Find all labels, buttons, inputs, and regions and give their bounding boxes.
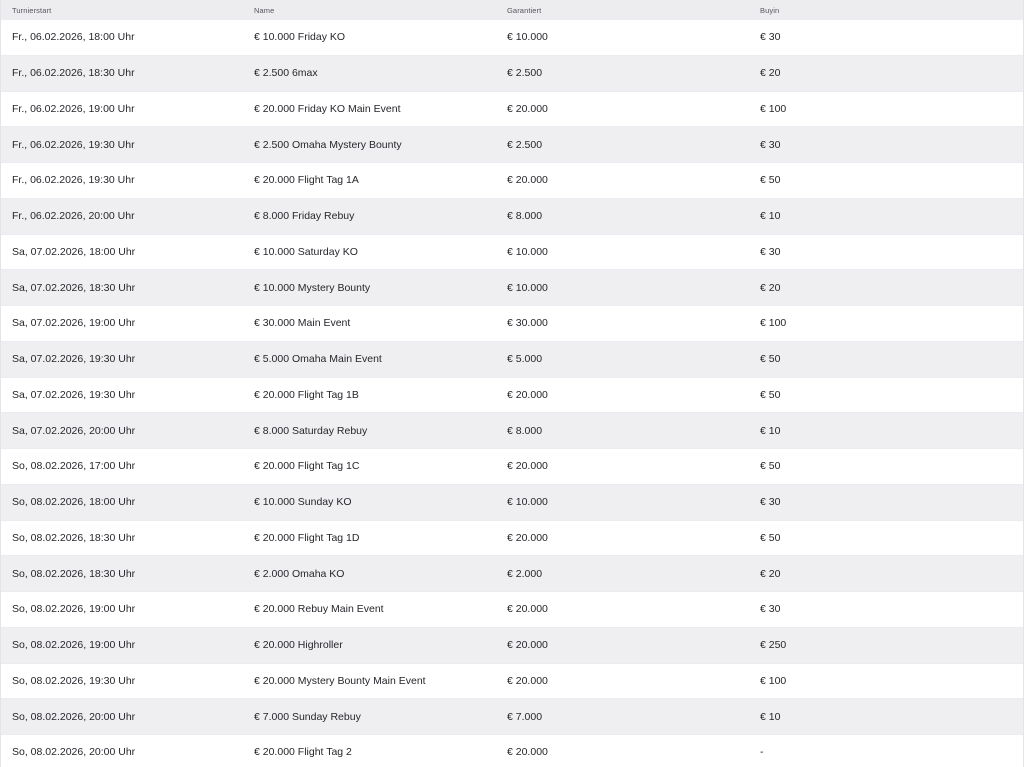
cell-name: € 7.000 Sunday Rebuy [254,710,361,723]
cell-start: Fr., 06.02.2026, 19:00 Uhr [12,102,135,115]
cell-start: Sa, 07.02.2026, 19:30 Uhr [12,388,136,401]
cell-start: Sa, 07.02.2026, 19:30 Uhr [12,353,136,366]
table-row[interactable] [1,163,1023,199]
cell-start: So, 08.02.2026, 19:00 Uhr [12,603,136,616]
cell-start: So, 08.02.2026, 18:00 Uhr [12,496,136,509]
cell-guaranteed: € 10.000 [507,31,548,44]
cell-buyin: € 30 [760,245,781,258]
cell-start: Sa, 07.02.2026, 18:00 Uhr [12,245,136,258]
cell-name: € 8.000 Saturday Rebuy [254,424,368,437]
column-header-start[interactable]: Turnierstart [12,5,52,15]
cell-guaranteed: € 20.000 [507,674,548,687]
cell-buyin: € 250 [760,639,787,652]
table-row[interactable] [1,449,1023,485]
cell-guaranteed: € 20.000 [507,603,548,616]
table-row[interactable] [1,20,1023,56]
table-row[interactable] [1,592,1023,628]
cell-name: € 8.000 Friday Rebuy [254,210,355,223]
cell-buyin: € 10 [760,424,781,437]
table-row[interactable] [1,735,1023,767]
cell-buyin: € 50 [760,353,781,366]
cell-name: € 2.500 6max [254,67,318,80]
cell-start: So, 08.02.2026, 19:00 Uhr [12,639,136,652]
cell-name: € 20.000 Mystery Bounty Main Event [254,674,426,687]
cell-start: Fr., 06.02.2026, 18:30 Uhr [12,67,135,80]
cell-name: € 30.000 Main Event [254,317,351,330]
cell-name: € 20.000 Highroller [254,639,343,652]
cell-start: So, 08.02.2026, 18:30 Uhr [12,531,136,544]
table-row[interactable] [1,56,1023,92]
cell-name: € 20.000 Friday KO Main Event [254,102,401,115]
cell-guaranteed: € 20.000 [507,746,548,759]
table-row[interactable] [1,127,1023,163]
cell-start: Fr., 06.02.2026, 19:30 Uhr [12,138,135,151]
cell-start: Sa, 07.02.2026, 18:30 Uhr [12,281,136,294]
cell-buyin: € 50 [760,460,781,473]
cell-guaranteed: € 2.500 [507,138,543,151]
cell-guaranteed: € 20.000 [507,174,548,187]
cell-guaranteed: € 2.000 [507,567,543,580]
cell-start: So, 08.02.2026, 17:00 Uhr [12,460,136,473]
cell-buyin: € 50 [760,531,781,544]
table-row[interactable] [1,270,1023,306]
table-header [1,0,1023,20]
cell-buyin: € 50 [760,388,781,401]
cell-guaranteed: € 7.000 [507,710,543,723]
column-header-buyin[interactable]: Buyin [760,5,780,15]
table-row[interactable] [1,306,1023,342]
cell-guaranteed: € 5.000 [507,353,543,366]
cell-name: € 20.000 Flight Tag 1D [254,531,360,544]
cell-buyin: € 30 [760,496,781,509]
cell-name: € 10.000 Sunday KO [254,496,352,509]
cell-buyin: € 30 [760,138,781,151]
cell-start: So, 08.02.2026, 18:30 Uhr [12,567,136,580]
cell-buyin: € 20 [760,567,781,580]
cell-name: € 20.000 Flight Tag 1A [254,174,359,187]
cell-guaranteed: € 20.000 [507,388,548,401]
cell-buyin: € 30 [760,31,781,44]
cell-buyin: € 20 [760,67,781,80]
cell-guaranteed: € 20.000 [507,102,548,115]
cell-buyin: € 10 [760,710,781,723]
cell-start: Sa, 07.02.2026, 20:00 Uhr [12,424,136,437]
cell-buyin: € 50 [760,174,781,187]
cell-start: So, 08.02.2026, 20:00 Uhr [12,710,136,723]
table-row[interactable] [1,485,1023,521]
cell-name: € 2.000 Omaha KO [254,567,345,580]
cell-guaranteed: € 10.000 [507,496,548,509]
table-row[interactable] [1,521,1023,557]
cell-name: € 10.000 Saturday KO [254,245,358,258]
cell-start: Sa, 07.02.2026, 19:00 Uhr [12,317,136,330]
cell-guaranteed: € 20.000 [507,639,548,652]
cell-guaranteed: € 8.000 [507,210,543,223]
table-body [1,20,1023,767]
cell-buyin: € 100 [760,674,787,687]
cell-guaranteed: € 2.500 [507,67,543,80]
table-row[interactable] [1,628,1023,664]
cell-guaranteed: € 30.000 [507,317,548,330]
cell-buyin: € 100 [760,102,787,115]
cell-guaranteed: € 10.000 [507,281,548,294]
table-row[interactable] [1,378,1023,414]
table-row[interactable] [1,199,1023,235]
cell-guaranteed: € 10.000 [507,245,548,258]
cell-guaranteed: € 8.000 [507,424,543,437]
cell-guaranteed: € 20.000 [507,531,548,544]
cell-name: € 20.000 Flight Tag 1C [254,460,360,473]
column-header-name[interactable]: Name [254,5,275,15]
cell-name: € 2.500 Omaha Mystery Bounty [254,138,402,151]
cell-name: € 5.000 Omaha Main Event [254,353,382,366]
cell-start: Fr., 06.02.2026, 19:30 Uhr [12,174,135,187]
cell-name: € 20.000 Flight Tag 2 [254,746,352,759]
cell-name: € 10.000 Friday KO [254,31,346,44]
cell-name: € 20.000 Rebuy Main Event [254,603,384,616]
cell-guaranteed: € 20.000 [507,460,548,473]
cell-buyin: € 20 [760,281,781,294]
cell-buyin: - [760,746,764,759]
cell-buyin: € 10 [760,210,781,223]
table-row[interactable] [1,664,1023,700]
cell-start: So, 08.02.2026, 19:30 Uhr [12,674,136,687]
cell-buyin: € 100 [760,317,787,330]
table-row[interactable] [1,556,1023,592]
table-row[interactable] [1,235,1023,271]
cell-buyin: € 30 [760,603,781,616]
table-row[interactable] [1,342,1023,378]
cell-start: Fr., 06.02.2026, 18:00 Uhr [12,31,135,44]
table-row[interactable] [1,413,1023,449]
table-row[interactable] [1,699,1023,735]
column-header-guaranteed[interactable]: Garantiert [507,5,542,15]
cell-start: Fr., 06.02.2026, 20:00 Uhr [12,210,135,223]
cell-start: So, 08.02.2026, 20:00 Uhr [12,746,136,759]
cell-name: € 20.000 Flight Tag 1B [254,388,359,401]
table-row[interactable] [1,92,1023,128]
cell-name: € 10.000 Mystery Bounty [254,281,371,294]
